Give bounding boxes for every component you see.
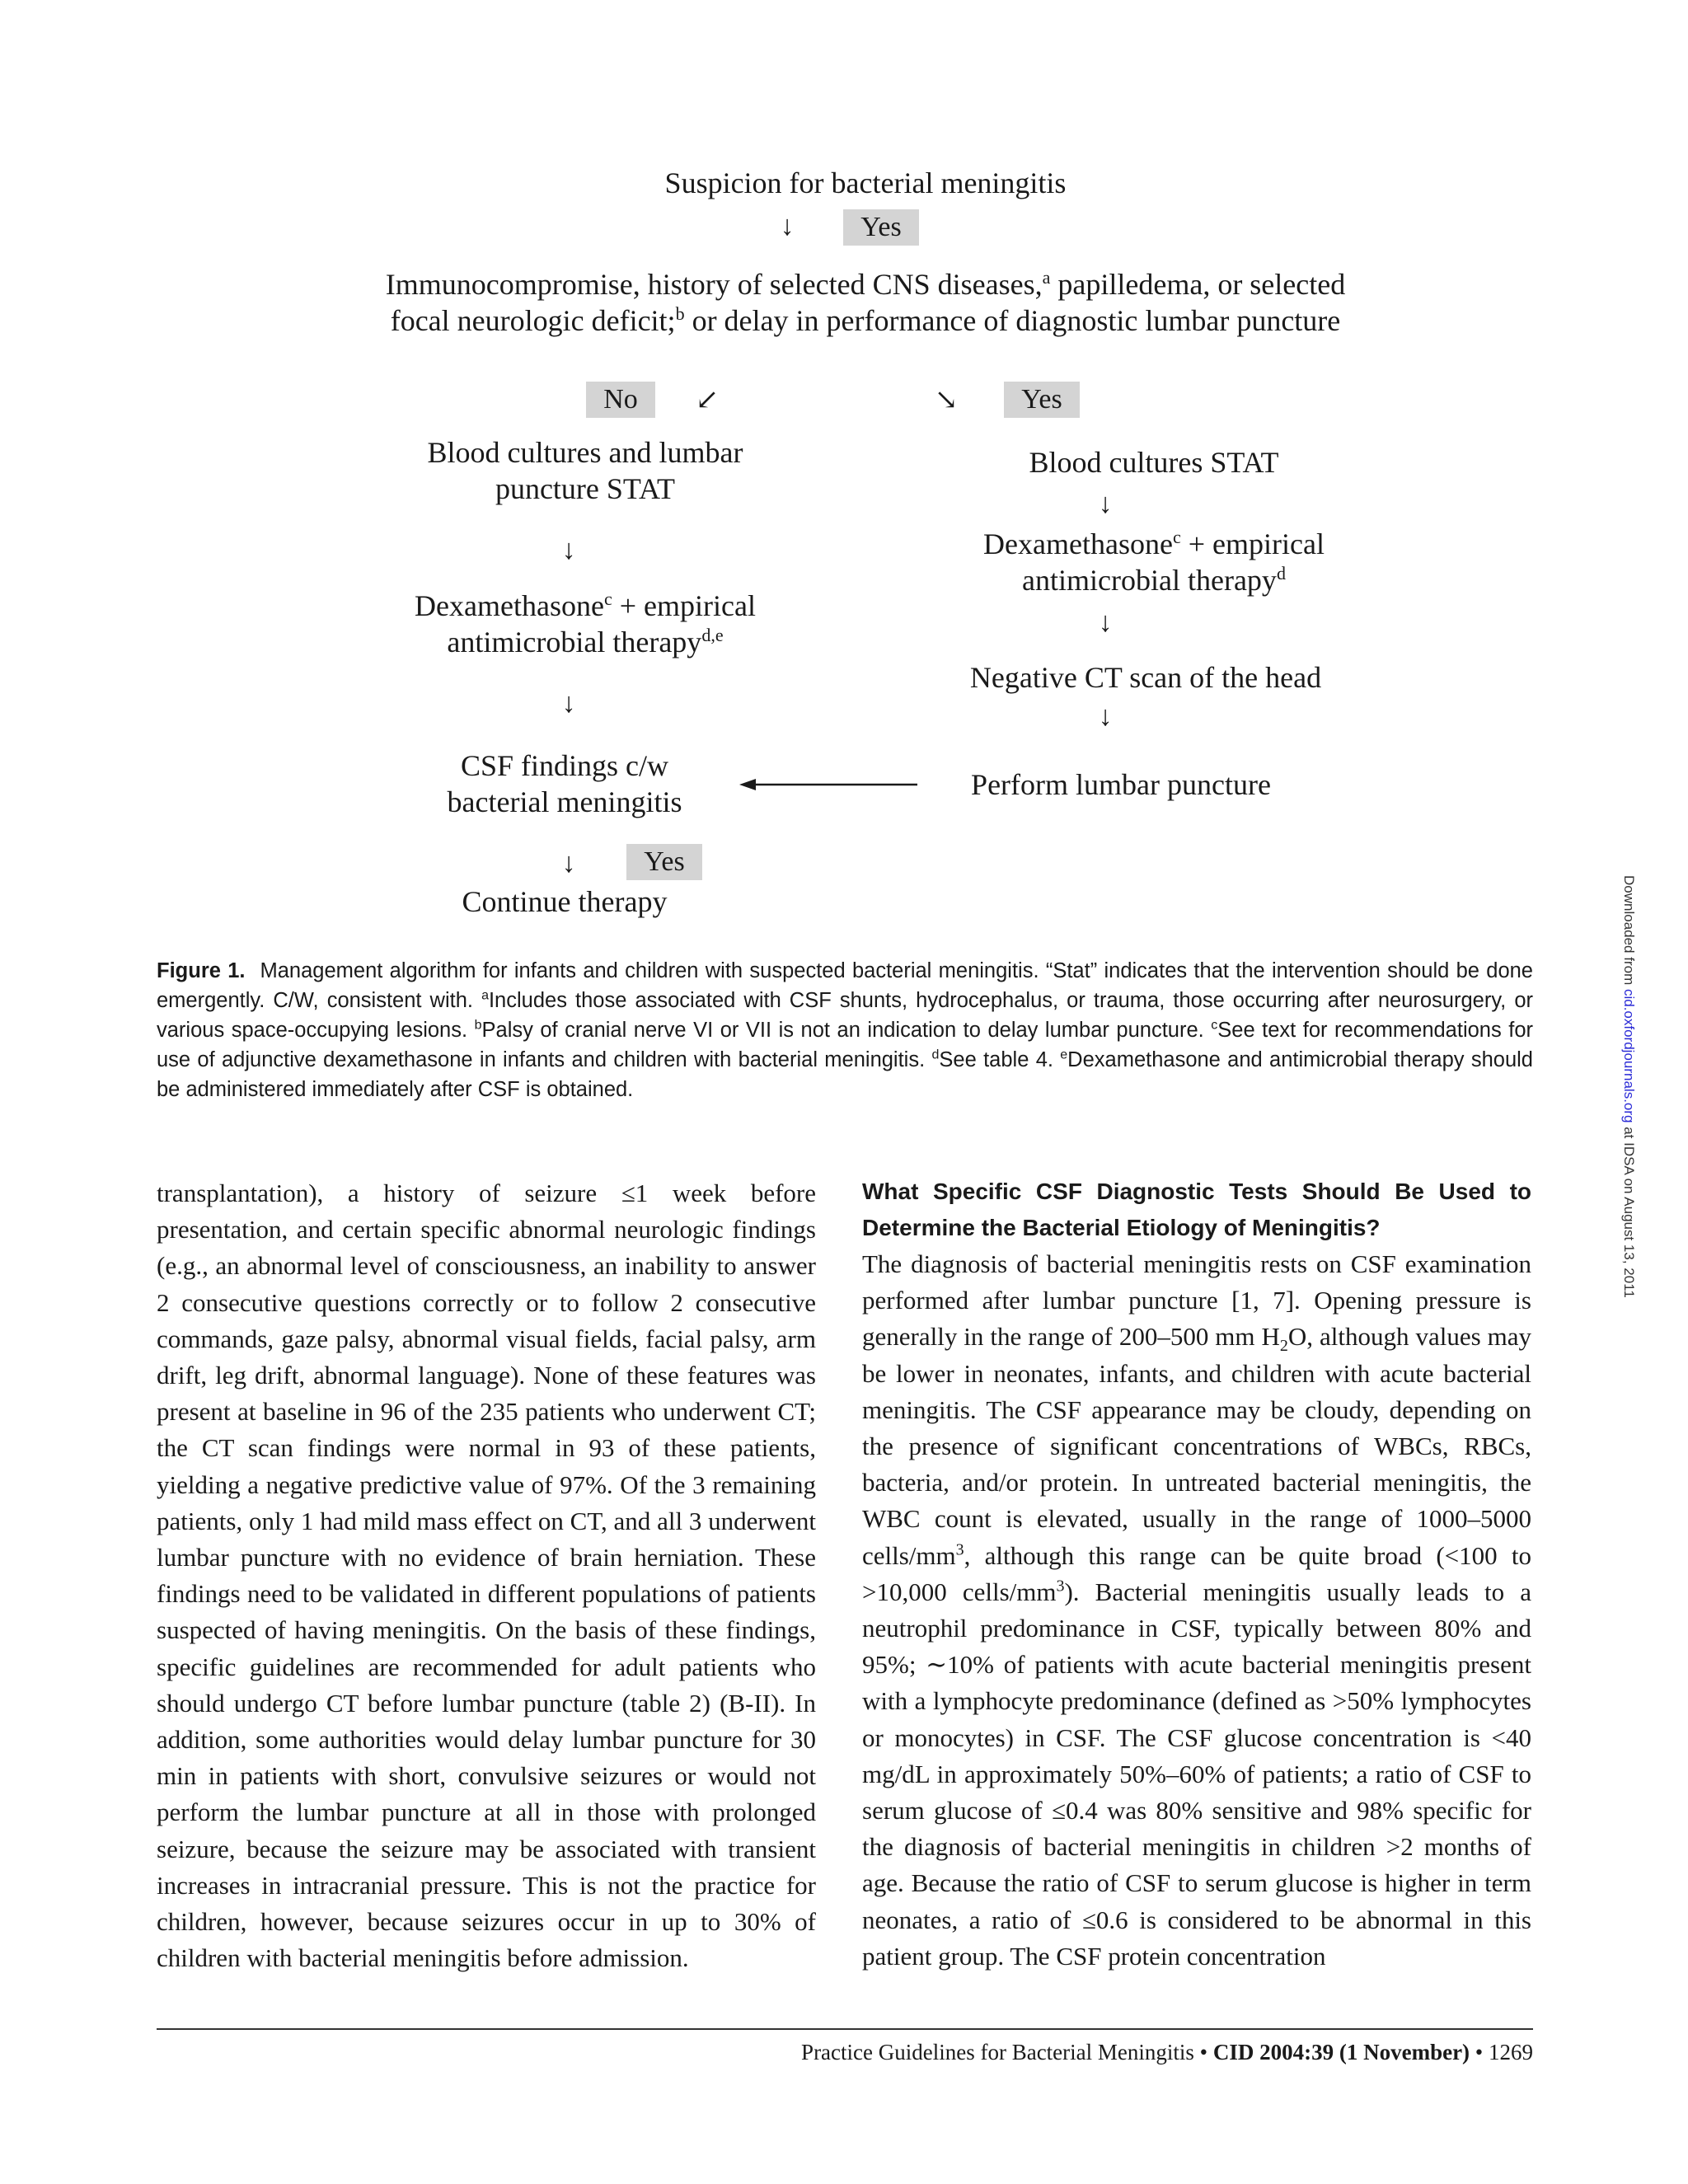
right-step-lumbar-puncture: Perform lumbar puncture <box>971 768 1271 801</box>
arrow-down-icon: ↓ <box>561 688 576 719</box>
left-column-paragraph: transplantation), a history of seizure ≤1 week before presentation, and certain specific abnormal neurologic findings (e.g., an abnormal level of consciousness, an inability to answer 2 consecutive questions correctly or to follow 2 consecutive commands, gaze palsy, abnormal visual fields, facial palsy, arm drift, leg drift, abnormal language). None of these features was present at baseline in 96 of the 235 patients who underwent CT; the CT scan findings were normal in 93 of these patients, yielding a negative predictive value of 97%. Of the 3 remaining patients, only 1 had mild mass effect on CT, and all 3 underwent lumbar puncture with no evidence of brain herniation. These findings need to be validated in different populations of patients suspected of having meningitis. On the basis of these findings, specific guidelines are recommended for adult patients who should undergo CT before lumbar puncture (table 2) (B-II). In addition, some authorities would delay lumbar puncture for 30 min in patients with short, convulsive seizures or would not perform the lumbar puncture at all in those with prolonged seizure, because the seizure may be associated with transient increases in intracranial pressure. This is not the practice for children, however, because seizures occur in up to 30% of children with bacterial meningitis before admission. <box>157 1179 816 1973</box>
left-step3-line2: bacterial meningitis <box>447 785 682 818</box>
page-footer <box>801 2036 1533 2069</box>
right-column-paragraph <box>862 1246 1531 1975</box>
left-step1-line1: Blood cultures and lumbar <box>427 436 743 469</box>
right-step2-sup-c: c <box>1172 527 1181 547</box>
right-step-dexamethasone <box>940 526 1368 598</box>
right-step-negative-ct: Negative CT scan of the head <box>969 661 1322 694</box>
arrow-down-icon: ↓ <box>561 848 576 879</box>
arrow-down-icon: ↓ <box>780 211 795 241</box>
caption-text-4: See text for recommendations for use of adjunctive dexamethasone in infants and children with bacterial meningitis. <box>157 1019 1534 1071</box>
right-text-1: The diagnosis of bacterial meningitis rests on CSF examination performed after lumbar puncture [1, 7]. Opening pressure is generally in the range of 200–500 mm H <box>862 1249 1531 1352</box>
figure-label: Figure 1. <box>157 959 246 982</box>
flow-start <box>577 165 1154 201</box>
right-step2-line1a: Dexamethasone <box>983 527 1173 560</box>
right-step2-sup-d: d <box>1276 563 1286 583</box>
right-text-4: ). Bacterial meningitis usually leads to a neutrophil predominance in CSF, typically between 80% and 95%; ∼10% of patients with acute bacterial meningitis present with a lymphocyte predominance (defined as >50% lymphocytes or monocytes) in CSF. The CSF glucose concentration is <40 mg/dL in approximately 50%–60% of patients; a ratio of CSF to serum glucose of ≤0.4 was 80% sensitive and 98% specific for the diagnosis of bacterial meningitis in children >2 months of age. Because the ratio of CSF to serum glucose is higher in term neonates, a ratio of ≤0.6 is considered to be abnormal in this patient group. The CSF protein concentration <box>862 1577 1531 1971</box>
right-step2-line2: antimicrobial therapy <box>1022 564 1277 597</box>
arrow-left-icon <box>738 775 919 794</box>
caption-text-5: See table 4. <box>939 1048 1061 1071</box>
right-sup-3a: 3 <box>955 1540 964 1559</box>
caption-text-1: Management algorithm for infants and children with suspected bacterial meningitis. “Stat” indicates that the intervention should be done emergently. C/W, consistent with. <box>157 959 1533 1012</box>
sidenote-pre: Downloaded from <box>1621 875 1637 989</box>
left-column <box>157 1175 816 1976</box>
question-text-1: Immunocompromise, history of selected CNS diseases, <box>385 268 1043 301</box>
journal-citation: CID 2004:39 (1 November) <box>1212 2040 1470 2064</box>
footer-bullet: • <box>1475 2040 1484 2064</box>
download-sidenote <box>1620 875 1637 1298</box>
flow-start-text: Suspicion for bacterial meningitis <box>664 166 1067 199</box>
right-column <box>862 1174 1531 1975</box>
page-number: 1269 <box>1489 2040 1533 2064</box>
right-sub-2: 2 <box>1279 1337 1288 1356</box>
left-step2-line1b: + empirical <box>612 589 756 622</box>
left-step2-sup-c: c <box>603 588 612 609</box>
left-step3-line1: CSF findings c/w <box>460 749 669 782</box>
caption-text-3: Palsy of cranial nerve VI or VII is not an indication to delay lumbar puncture. <box>481 1019 1212 1042</box>
section-heading: What Specific CSF Diagnostic Tests Should Be Used to Determine the Bacterial Etiology of Meningitis? <box>862 1179 1531 1240</box>
caption-sup-b: b <box>474 1018 482 1033</box>
left-step-csf-findings <box>371 748 758 820</box>
arrow-se-icon: ↘ <box>934 385 959 415</box>
footer-bullet: • <box>1199 2040 1208 2064</box>
question-sup-a: a <box>1042 267 1051 288</box>
left-step-blood-lumbar <box>371 434 799 507</box>
journal-link[interactable]: cid.oxfordjournals.org <box>1621 988 1637 1123</box>
right-text-3: , although this range can be quite broad (<100 to >10,000 cells/mm <box>862 1540 1531 1606</box>
right-text-2: O, although values may be lower in neonates, infants, and children with acute bacterial meningitis. The CSF appearance may be cloudy, depending on the presence of significant concentrations of WBCs, RBCs, bacteria, and/or protein. In untreated bacterial meningitis, the WBC count is elevated, usually in the range of 1000–5000 cells/mm <box>862 1322 1531 1570</box>
arrow-sw-icon: ↙ <box>695 385 720 415</box>
left-step-dexamethasone <box>371 588 799 660</box>
left-step2-line2: antimicrobial therapy <box>447 626 702 658</box>
left-step2-line1a: Dexamethasone <box>415 589 604 622</box>
right-step-blood-cultures: Blood cultures STAT <box>1029 446 1279 479</box>
yes-box-right: Yes <box>1004 382 1080 418</box>
right-sup-3b: 3 <box>1056 1577 1065 1596</box>
arrow-down-icon: ↓ <box>1098 701 1113 732</box>
caption-sup-d: d <box>931 1047 940 1062</box>
left-step1-line2: puncture STAT <box>495 472 676 505</box>
figure-caption <box>157 956 1533 1104</box>
arrow-down-icon: ↓ <box>561 535 576 565</box>
running-title: Practice Guidelines for Bacterial Meningitis <box>801 2040 1194 2064</box>
caption-sup-e: e <box>1060 1047 1068 1062</box>
yes-box-top: Yes <box>843 209 919 246</box>
question-sup-b: b <box>675 303 685 324</box>
question-text-2b: or delay in performance of diagnostic lumbar puncture <box>684 304 1341 337</box>
question-text-2: focal neurologic deficit; <box>390 304 676 337</box>
footer-rule <box>157 2028 1533 2030</box>
sidenote-post: at IDSA on August 13, 2011 <box>1621 1122 1637 1298</box>
arrow-down-icon: ↓ <box>1098 607 1113 638</box>
no-box: No <box>586 382 655 418</box>
left-end-continue-therapy: Continue therapy <box>462 885 668 918</box>
arrow-down-icon: ↓ <box>1098 489 1113 519</box>
caption-sup-a: a <box>481 988 489 1003</box>
caption-text-6: Dexamethasone and antimicrobial therapy should be administered immediately after CSF is obtained. <box>157 1048 1533 1101</box>
question-text-1b: papilledema, or selected <box>1050 268 1346 301</box>
yes-box-bottom: Yes <box>626 844 702 880</box>
left-step2-sup-de: d,e <box>701 625 724 645</box>
caption-sup-c: c <box>1211 1018 1218 1033</box>
caption-text-2: Includes those associated with CSF shunts, hydrocephalus, or trauma, those occurring after neurosurgery, or various space-occupying lesions. <box>157 989 1533 1042</box>
right-step2-line1b: + empirical <box>1180 527 1325 560</box>
flow-question <box>313 266 1418 339</box>
